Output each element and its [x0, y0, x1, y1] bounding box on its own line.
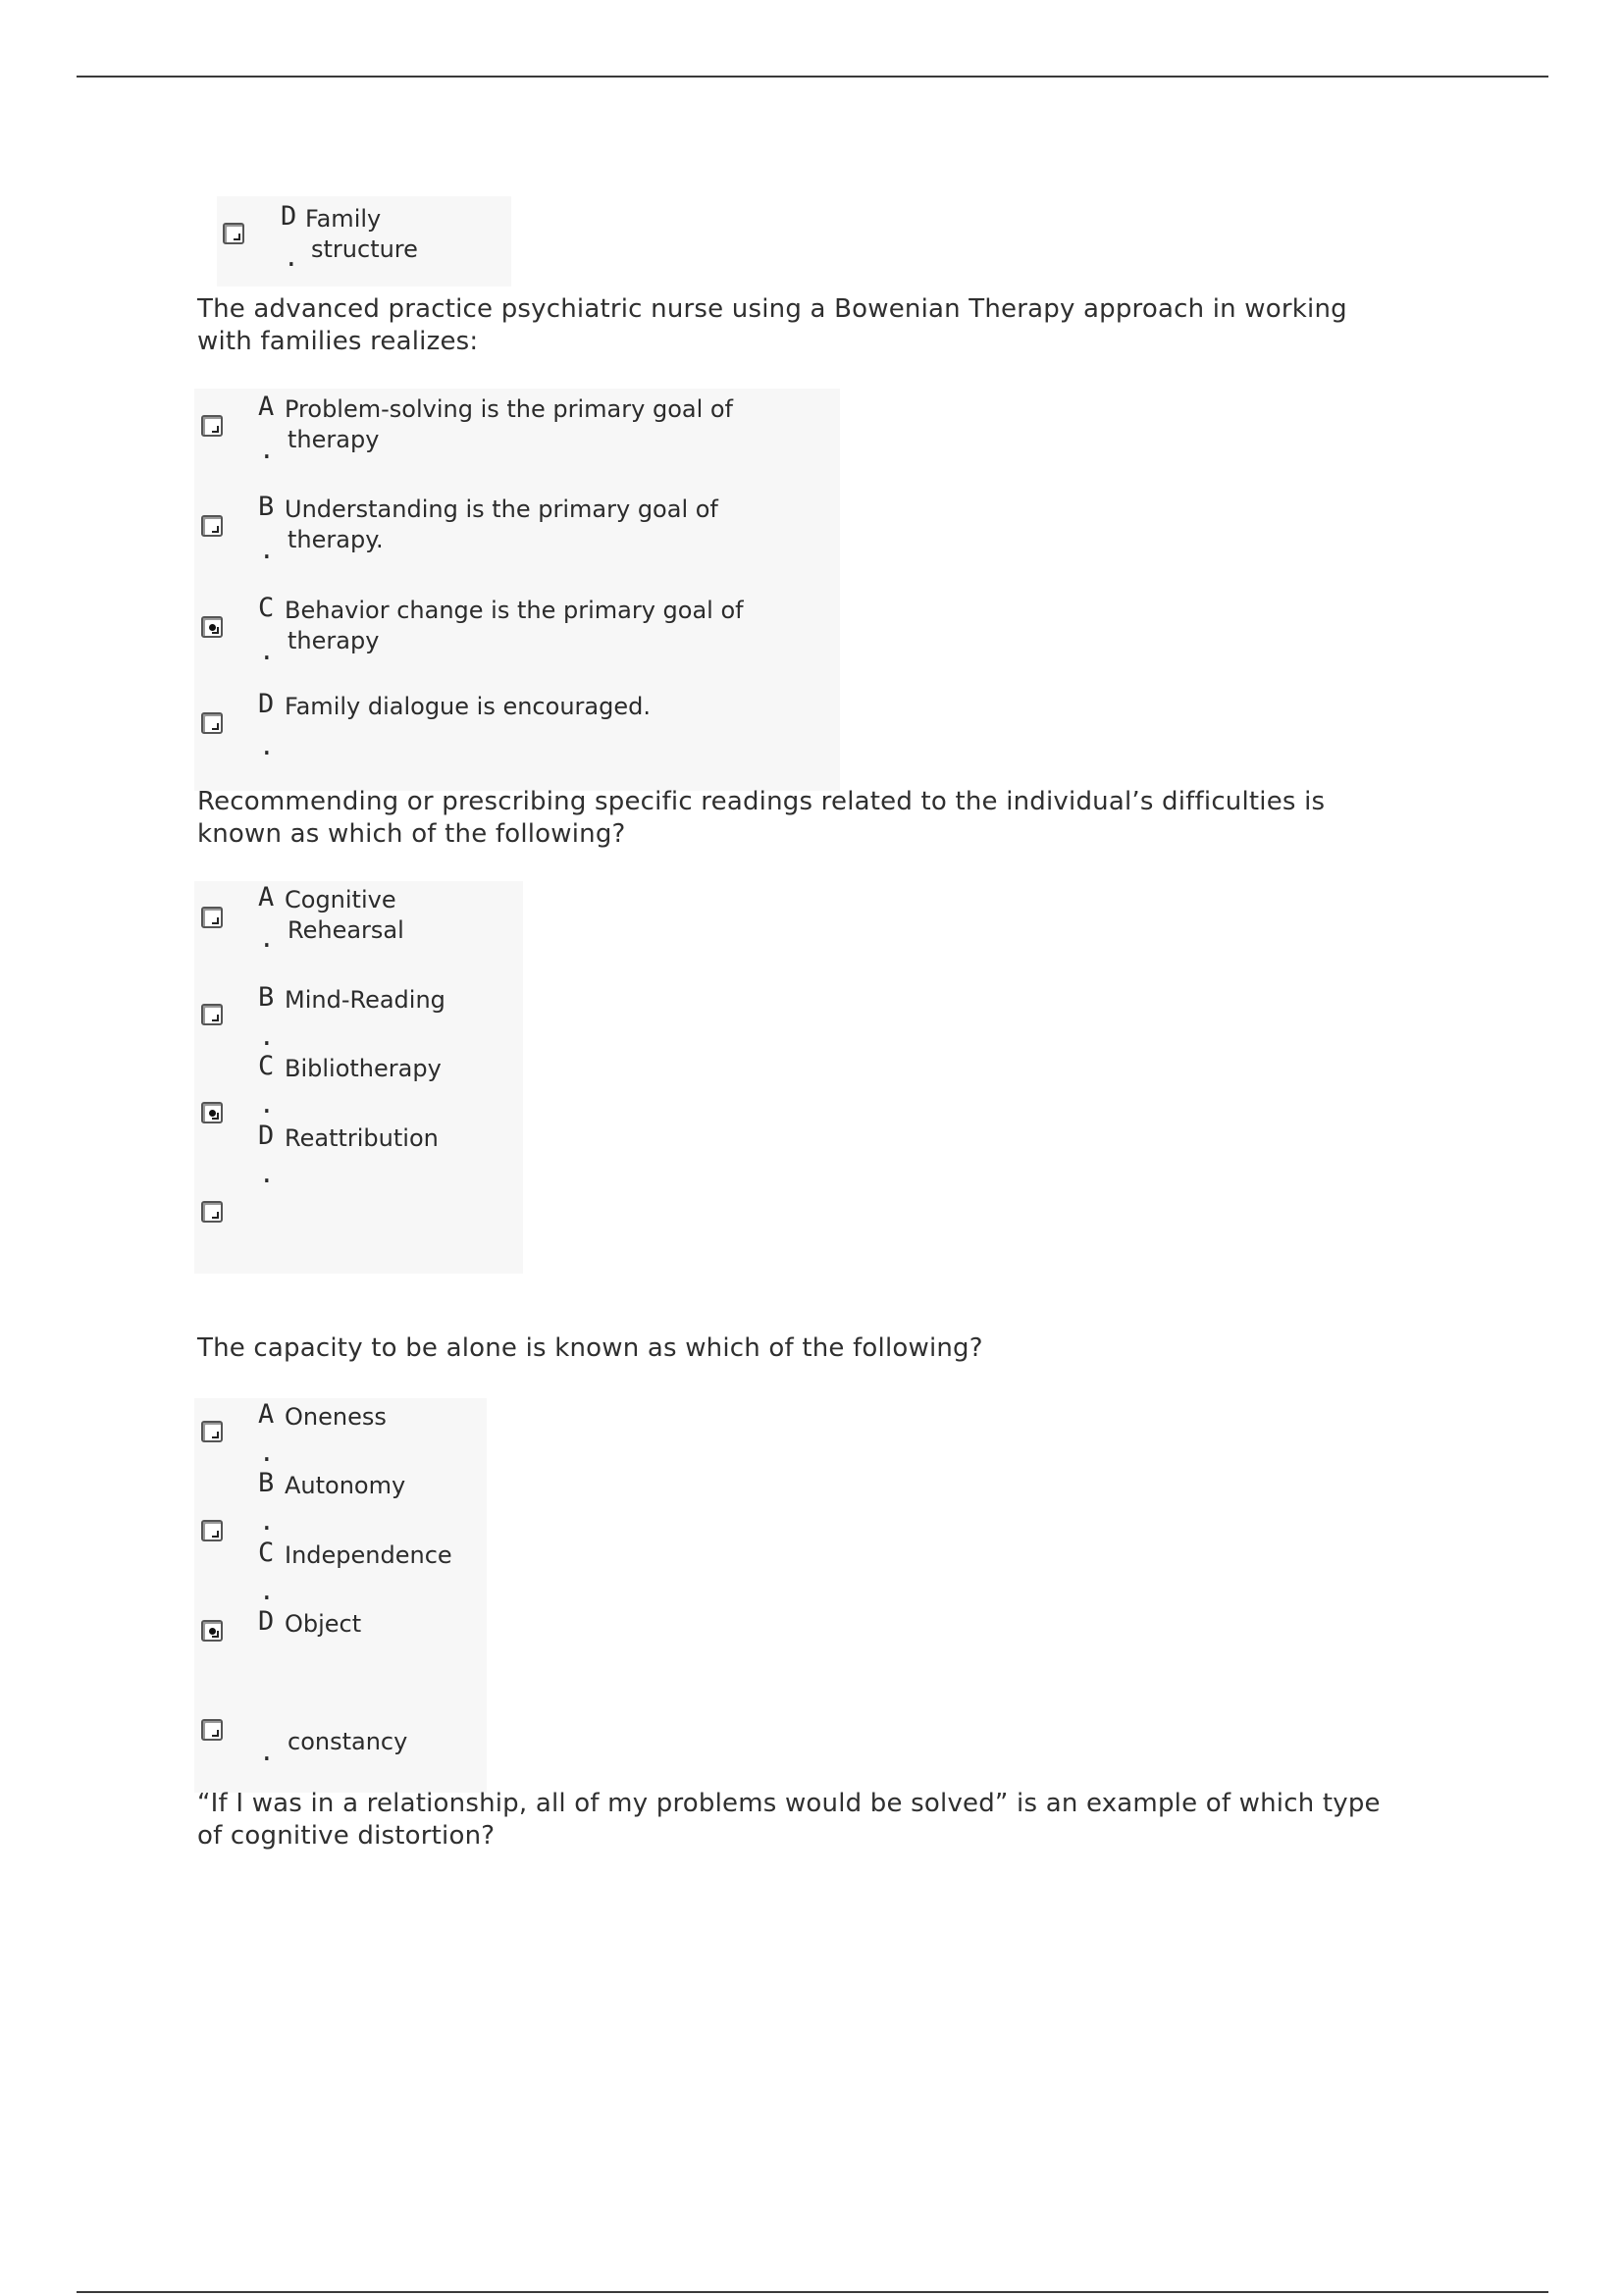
q3-option-d-line2: constancy — [288, 1728, 408, 1755]
q3-option-d-radio[interactable] — [201, 1620, 223, 1642]
q1-option-d-line1: Family dialogue is encouraged. — [285, 693, 651, 720]
q1-option-c-line1: Behavior change is the primary goal of — [285, 597, 744, 624]
q4-line2: of cognitive distortion? — [197, 1821, 496, 1851]
q2-option-c-radio[interactable] — [201, 1102, 223, 1123]
q2-option-a-line1: Cognitive — [285, 886, 396, 913]
q2-option-c-letter: C — [258, 1051, 275, 1081]
q2-option-d-text — [285, 1123, 439, 1154]
q1-option-b-radio[interactable] — [201, 515, 223, 537]
q3-option-b-line1: Autonomy — [285, 1472, 406, 1499]
q3-option-d-dot: . — [259, 1738, 275, 1767]
q3-option-d-text2 — [285, 1727, 407, 1757]
q1-line2: with families realizes: — [197, 327, 479, 356]
q1-option-d-text — [285, 692, 651, 722]
q0-option-d-line1: Family — [305, 205, 382, 233]
q3-option-extra-radio[interactable] — [201, 1719, 223, 1741]
q1-option-b-letter: B — [258, 492, 275, 522]
q4-text — [197, 1788, 1434, 1852]
q1-line1: The advanced practice psychiatric nurse using a Bowenian Therapy approach in working — [197, 294, 1347, 324]
q2-option-b-line1: Mind-Reading — [285, 986, 445, 1014]
q2-option-a-text — [285, 885, 404, 946]
q1-option-d-radio[interactable] — [201, 712, 223, 734]
q1-option-d-letter: D — [258, 689, 275, 719]
q0-option-d-dot: . — [284, 243, 299, 273]
q2-option-d-letter: D — [258, 1121, 275, 1151]
q1-option-b-line1: Understanding is the primary goal of — [285, 496, 718, 523]
q1-option-a-letter: A — [258, 391, 275, 422]
q3-options — [194, 1398, 487, 1793]
q1-option-b-text — [285, 495, 718, 555]
q0-option-d-radio[interactable] — [223, 223, 244, 244]
footer-rule — [77, 2291, 1548, 2293]
q1-option-a-dot: . — [259, 436, 275, 465]
q3-option-d-line1: Object — [285, 1610, 362, 1638]
q2-option-a-radio[interactable] — [201, 907, 223, 928]
q3-option-d-letter: D — [258, 1606, 275, 1637]
q3-option-a-letter: A — [258, 1399, 275, 1430]
q2-line1: Recommending or prescribing specific readings related to the individual’s difficulties is — [197, 787, 1326, 816]
q2-option-a-line2: Rehearsal — [288, 916, 404, 944]
q2-option-d-radio[interactable] — [201, 1201, 223, 1223]
header-rule — [77, 76, 1548, 78]
q3-option-b-dot: . — [259, 1507, 275, 1537]
q3-option-a-text — [285, 1402, 387, 1433]
q3-text — [197, 1332, 1434, 1365]
q1-text — [197, 293, 1434, 358]
q2-text — [197, 786, 1434, 851]
q2-option-b-text — [285, 985, 445, 1016]
q2-option-b-dot: . — [259, 1022, 275, 1052]
q3-option-b-text — [285, 1471, 405, 1501]
q1-option-c-dot: . — [259, 637, 275, 666]
q1-option-a-radio[interactable] — [201, 415, 223, 437]
q3-option-b-letter: B — [258, 1468, 275, 1498]
q3-option-a-line1: Oneness — [285, 1403, 387, 1431]
q1-option-b-line2: therapy. — [288, 526, 384, 553]
q2-option-b-letter: B — [258, 982, 275, 1013]
q1-option-a-line2: therapy — [288, 426, 380, 453]
q2-option-d-line1: Reattribution — [285, 1124, 439, 1152]
q1-option-d-dot: . — [259, 732, 275, 761]
q1-option-c-letter: C — [258, 593, 275, 623]
q2-option-c-text — [285, 1054, 442, 1084]
q3-option-a-dot: . — [259, 1438, 275, 1468]
q2-option-b-radio[interactable] — [201, 1004, 223, 1025]
q3-line1: The capacity to be alone is known as which of the following? — [197, 1333, 983, 1363]
q1-option-c-text — [285, 596, 744, 656]
q2-options — [194, 881, 523, 1274]
q1-option-a-line1: Problem-solving is the primary goal of — [285, 395, 734, 423]
q0-options — [217, 196, 511, 287]
q1-option-b-dot: . — [259, 536, 275, 565]
q3-option-b-radio[interactable] — [201, 1520, 223, 1541]
q0-option-d-letter: D — [281, 201, 297, 232]
q3-option-c-dot: . — [259, 1577, 275, 1606]
q1-option-c-line2: therapy — [288, 627, 380, 654]
q3-option-d-text — [285, 1609, 361, 1640]
q1-options — [194, 389, 840, 791]
q2-option-a-dot: . — [259, 924, 275, 954]
q2-option-a-letter: A — [258, 882, 275, 913]
q1-option-a-text — [285, 394, 733, 455]
q3-option-c-line1: Independence — [285, 1541, 452, 1569]
q0-option-d-line2: structure — [311, 235, 418, 263]
q2-line2: known as which of the following? — [197, 819, 626, 849]
q3-option-a-radio[interactable] — [201, 1421, 223, 1442]
q0-option-d-text — [305, 204, 418, 265]
q2-option-c-dot: . — [259, 1090, 275, 1120]
q4-line1: “If I was in a relationship, all of my problems would be solved” is an example of which type — [197, 1789, 1381, 1818]
q2-option-d-dot: . — [259, 1160, 275, 1189]
q2-option-c-line1: Bibliotherapy — [285, 1055, 442, 1082]
q3-option-c-text — [285, 1540, 452, 1571]
q3-option-c-letter: C — [258, 1538, 275, 1568]
q1-option-c-radio[interactable] — [201, 616, 223, 638]
